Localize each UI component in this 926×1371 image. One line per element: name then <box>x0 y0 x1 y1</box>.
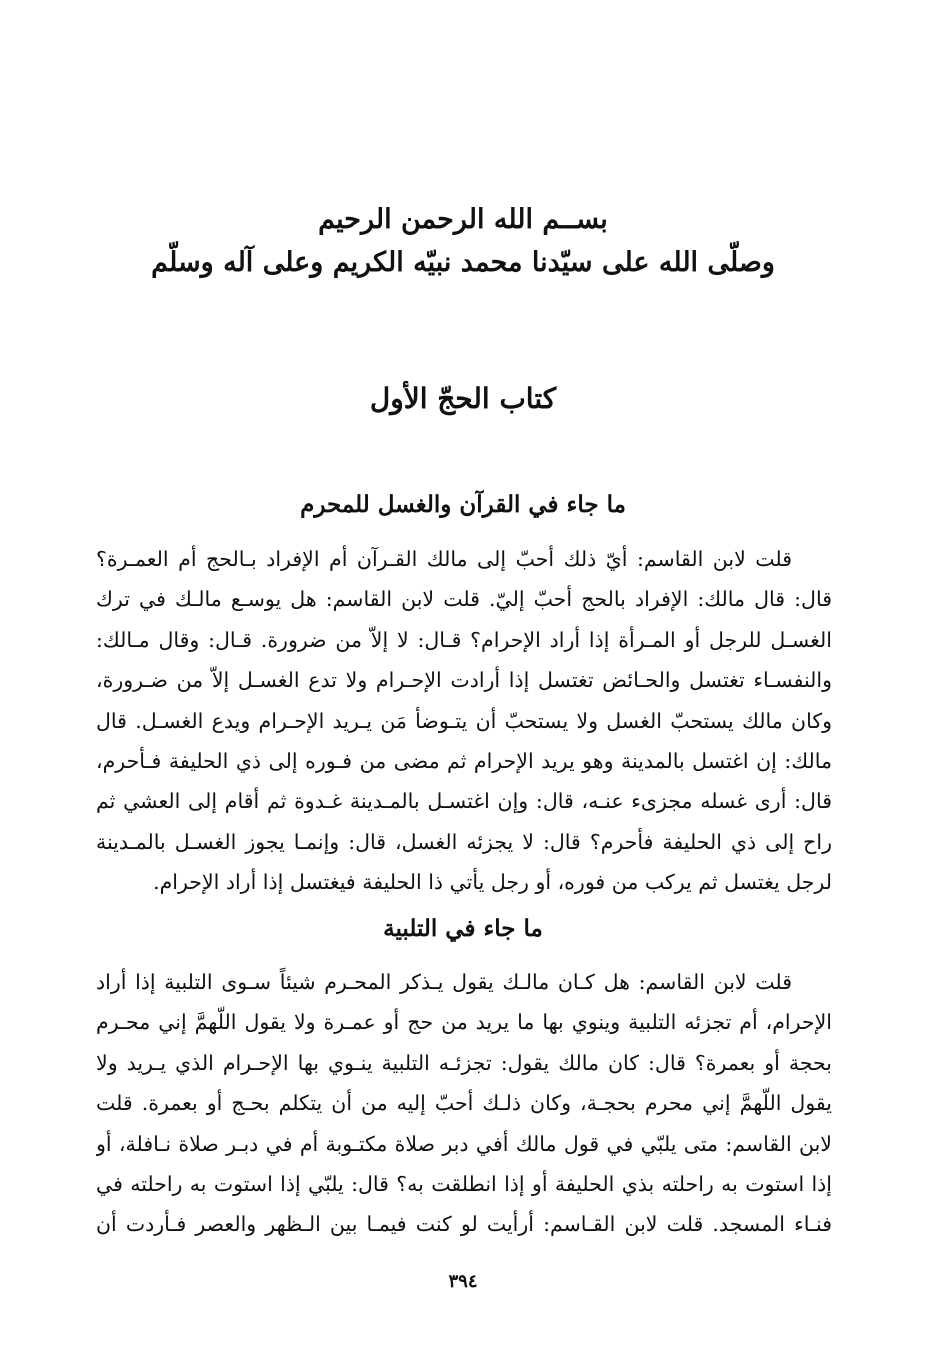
text-line: يقول اللّهمَّ إني محرم بحجـة، وكان ذلـك أحبّ إليه من أن يتكلم بحـج أو بعمرة. قلت <box>96 1091 832 1116</box>
text-line: قلت لابن القاسم: هل كـان مالـك يقول يـذكر المحـرم شيئاً سـوى التلبية إذا أراد <box>96 970 792 994</box>
text-line: قلت لابن القاسم: أيّ ذلك أحبّ إلى مالك القـرآن أم الإفراد بـالحج أم العمـرة؟ <box>96 547 792 571</box>
text-line: بحجة أو بعمرة؟ قال: كان مالك يقول: تجزئـه التلبية ينـوي بها الإحـرام الذي يـريد ولا <box>96 1050 832 1075</box>
section-title-quran-ghusl: ما جاء في القرآن والغسل للمحرم <box>300 491 626 518</box>
text-line: وكان مالك يستحبّ الغسل ولا يستحبّ أن يتـوضأ مَن يـريد الإحـرام ويدع الغسـل. قال <box>96 708 832 733</box>
text-line: والنفسـاء تغتسل والحـائض تغتسل إذا أرادت الإحـرام ولا تدع الغسـل إلاّ من ضـرورة، <box>96 668 832 693</box>
basmala-line-1: بســم الله الرحمن الرحيم <box>318 204 608 235</box>
book-title: كتاب الحجّ الأول <box>369 382 557 415</box>
text-line: لابن القاسم: متى يلبّي في قول مالك أفي دبر صلاة مكتـوبة أم في دبـر صلاة نـافلة، أو <box>96 1131 832 1156</box>
text-line: فنـاء المسجد. قلت لابن القـاسم: أرأيت لو كنت فيمـا بين الـظهر والعصر فـأردت أن <box>96 1212 832 1237</box>
section-title-talbiya: ما جاء في التلبية <box>383 915 543 942</box>
text-line: قال: أرى غسله مجزىء عنـه، قال: وإن اغتسـل بالمـدينة غـدوة ثم أقام إلى العشي ثم <box>96 789 832 814</box>
text-line: الغسـل للرجل أو المـرأة إذا أراد الإحرام؟ قـال: لا إلاّ من ضرورة. قـال: وقال مـالك: <box>96 627 832 652</box>
text-line: الإحرام، أم تجزئه التلبية وينوي بها ما يريد من حج أو عمـرة ولا يقول اللّهمَّ إني محـرم <box>96 1010 832 1035</box>
basmala-line-2: وصلّى الله على سيّدنا محمد نبيّه الكريم وعلى آله وسلّم <box>151 247 775 278</box>
section-paragraph-quran-ghusl <box>96 539 832 903</box>
section-paragraph-talbiya <box>96 962 832 1245</box>
text-line: إذا استوت به راحلته بذي الحليفة أو إذا انطلقت به؟ قال: يلبّي إذا استوت به راحلته في <box>96 1171 832 1196</box>
page-number: ٣٩٤ <box>448 1271 478 1292</box>
text-line: لرجل يغتسل ثم يركب من فوره، أو رجل يأتي ذا الحليفة فيغتسل إذا أراد الإحرام. <box>153 870 832 895</box>
text-line: مالك: إن اغتسل بالمدينة وهو يريد الإحرام ثم مضى من فـوره إلى ذي الحليفة فـأحرم، <box>96 748 832 773</box>
text-line: راح إلى ذي الحليفة فأحرم؟ قال: لا يجزئه الغسل، قال: وإنمـا يجوز الغسـل بالمـدينة <box>96 829 832 854</box>
text-line: قال: قال مالك: الإفراد بالحج أحبّ إليّ. قلت لابن القاسم: هل يوسـع مالـك في ترك <box>96 587 832 612</box>
